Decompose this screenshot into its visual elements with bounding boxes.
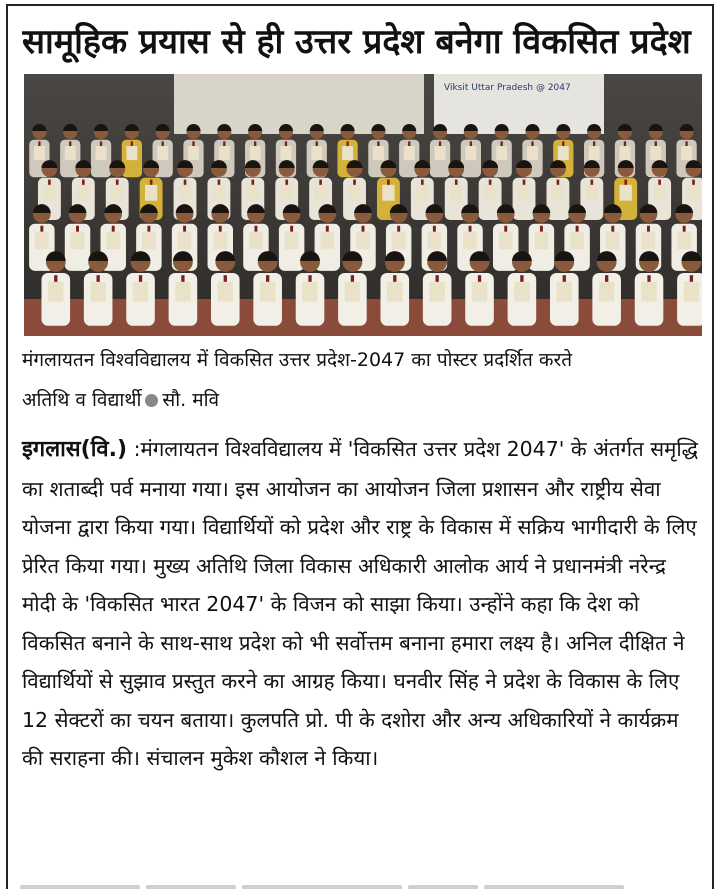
caption-text: अतिथि व विद्यार्थी: [22, 389, 142, 411]
next-article-edge: [20, 878, 710, 889]
article-headline: सामूहिक प्रयास से ही उत्तर प्रदेश बनेगा विकसित प्रदेश: [22, 22, 691, 62]
caption-line-1: मंगलायतन विश्वविद्यालय में विकसित उत्तर प्रदेश-2047 का पोस्टर प्रदर्शित करते: [22, 349, 573, 371]
body-paragraph: :मंगलायतन विश्वविद्यालय में 'विकसित उत्तर प्रदेश 2047' के अंतर्गत समृद्धि का शताब्दी पर्व मनाया गया। इस आयोजन का आयोजन जिला प्रशासन और राष्ट्रीय सेवा योजना द्वारा किया गया। विद्यार्थियों को प्रदेश और राष्ट्र के विकास में सक्रिय भागीदारी के लिए प्रेरित किया गया। मुख्य अतिथि जिला विकास अधिकारी आलोक आर्य ने प्रधानमंत्री नरेन्द्र मोदी के 'विकसित भारत 2047' के विजन को साझा किया। उन्होंने कहा कि देश को विकसित बनाने के साथ-साथ प्रदेश को भी सर्वोत्तम बनाना हमारा लक्ष्य है। अनिल दीक्षित ने विद्यार्थियों से सुझाव प्रस्तुत करने का आग्रह किया। घनवीर सिंह ने प्रदेश के विकास के लिए 12 सेक्टरों का चयन बताया। कुलपति प्रो. पी के दशोरा और अन्य अधिकारियों ने कार्यक्रम की सराहना की। संचालन मुकेश कौशल ने किया।: [22, 437, 699, 770]
group-photo-image: [24, 74, 702, 336]
caption-line-2: [22, 380, 706, 420]
bullet-icon: [145, 394, 158, 407]
dateline: इगलास(वि.): [22, 437, 128, 462]
photo-caption: [22, 340, 706, 420]
photo-credit: सौ. मवि: [162, 389, 220, 411]
article-body: [22, 430, 706, 778]
banner-text: Viksit Uttar Pradesh @ 2047: [444, 83, 571, 93]
news-photo: [24, 74, 702, 336]
backdrop-wall: [174, 74, 424, 134]
